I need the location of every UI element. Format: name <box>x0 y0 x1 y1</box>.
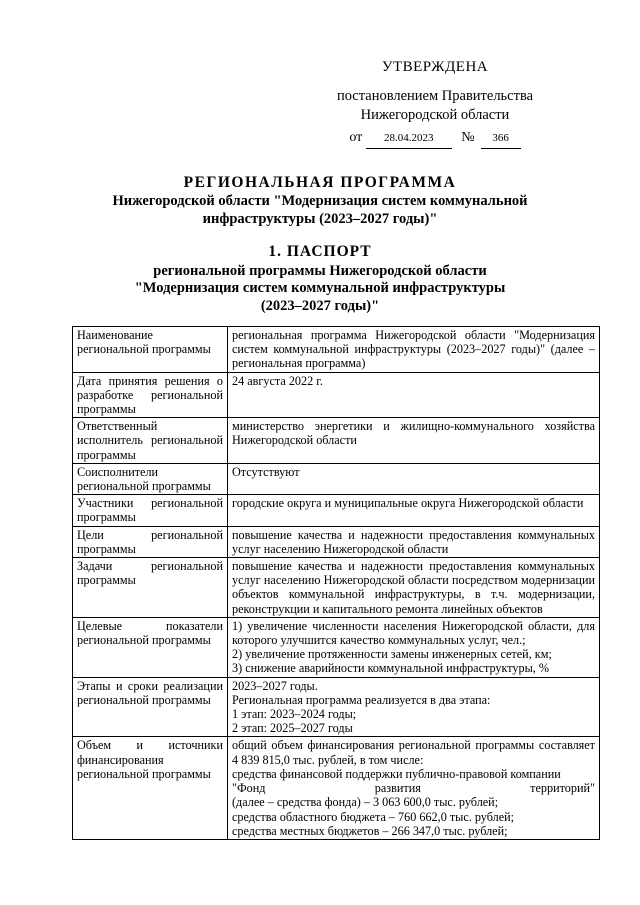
table-row <box>73 737 600 839</box>
approval-dateline <box>330 128 540 149</box>
program-title-line1: Нижегородской области "Модернизация систем коммунальной <box>112 193 528 209</box>
funding-item: "Фонд развития территорий" <box>232 781 595 796</box>
table-row <box>73 495 600 526</box>
approval-line2: Нижегородской области <box>360 107 510 123</box>
stage-item: 1 этап: 2023–2024 годы; <box>232 707 357 722</box>
passport-heading: 1. ПАСПОРТ <box>268 243 372 260</box>
approval-title: УТВЕРЖДЕНА <box>381 59 489 75</box>
passport-title-line3: (2023–2027 годы)" <box>260 297 380 314</box>
table-row <box>73 372 600 418</box>
funding-item: средства финансовой поддержки публично-правовой компании <box>232 766 561 781</box>
table-row <box>73 617 600 677</box>
table-row <box>73 558 600 618</box>
row-value <box>228 677 600 737</box>
funding-item: средства областного бюджета – 760 662,0 тыс. рублей; <box>232 809 515 824</box>
funding-item: общий объем финансирования региональной программы составляет 4 839 815,0 тыс. рублей, в том числе: <box>232 738 595 767</box>
row-value: Отсутствуют <box>228 463 600 494</box>
row-label: Объем и источники финансирования региональной программы <box>73 737 228 839</box>
stage-item: 2 этап: 2025–2027 годы <box>232 721 353 736</box>
table-row <box>73 418 600 464</box>
row-value: городские округа и муниципальные округа Нижегородской области <box>228 495 600 526</box>
funding-item: (далее – средства фонда) – 3 063 600,0 тыс. рублей; <box>232 795 499 810</box>
row-label: Наименование региональной программы <box>73 327 228 373</box>
indicator-item: 3) снижение аварийности коммунальной инфраструктуры, % <box>232 661 550 676</box>
row-label: Целевые показатели региональной программы <box>73 617 228 677</box>
row-label: Соисполнители региональной программы <box>73 463 228 494</box>
table-row <box>73 677 600 737</box>
row-label: Этапы и сроки реализации региональной программы <box>73 677 228 737</box>
row-label: Дата принятия решения о разработке региональной программы <box>73 372 228 418</box>
row-value: 24 августа 2022 г. <box>228 372 600 418</box>
row-value: повышение качества и надежности предоставления коммунальных услуг населению Нижегородской области <box>228 526 600 557</box>
stage-item: 2023–2027 годы. <box>232 678 318 693</box>
row-value: министерство энергетики и жилищно-коммунального хозяйства Нижегородской области <box>228 418 600 464</box>
approval-number-sign: № <box>461 130 475 145</box>
program-title <box>0 174 640 228</box>
row-value <box>228 737 600 839</box>
approval-line1: постановлением Правительства <box>336 88 534 104</box>
row-label: Цели региональной программы <box>73 526 228 557</box>
indicator-item: 2) увеличение протяженности замены инженерных сетей, км; <box>232 647 552 662</box>
row-label: Задачи региональной программы <box>73 558 228 618</box>
passport-title <box>0 243 640 315</box>
passport-table <box>72 326 600 840</box>
approval-date: 28.04.2023 <box>366 129 452 149</box>
passport-title-line1: региональной программы Нижегородской области <box>153 262 487 279</box>
row-label: Ответственный исполнитель региональной программы <box>73 418 228 464</box>
approval-from: от <box>349 130 363 145</box>
stage-item: Региональная программа реализуется в два этапа: <box>232 692 491 707</box>
row-label: Участники региональной программы <box>73 495 228 526</box>
table-row <box>73 463 600 494</box>
program-heading: РЕГИОНАЛЬНАЯ ПРОГРАММА <box>183 174 457 191</box>
row-value: региональная программа Нижегородской области "Модернизация систем коммунальной инфраструктуры (2023–2027 годы)" (далее – региональная программа) <box>228 327 600 373</box>
funding-item: средства местных бюджетов – 266 347,0 тыс. рублей; <box>232 823 508 838</box>
row-value <box>228 617 600 677</box>
indicator-item: 1) увеличение численности населения Нижегородской области, для которого улучшится качество коммунальных услуг, чел.; <box>232 618 595 648</box>
passport-title-line2: "Модернизация систем коммунальной инфраструктуры <box>134 280 506 296</box>
approval-block <box>330 58 540 149</box>
program-title-line2: инфраструктуры (2023–2027 годы)" <box>202 211 438 227</box>
table-row <box>73 526 600 557</box>
table-row <box>73 327 600 373</box>
approval-number: 366 <box>481 129 521 149</box>
row-value: повышение качества и надежности предоставления коммунальных услуг населению Нижегородской области посредством модернизации объектов коммунальной инфраструктуры, в т.ч. модернизации, реконструкции и капитального ремонта линейных объектов <box>228 558 600 618</box>
